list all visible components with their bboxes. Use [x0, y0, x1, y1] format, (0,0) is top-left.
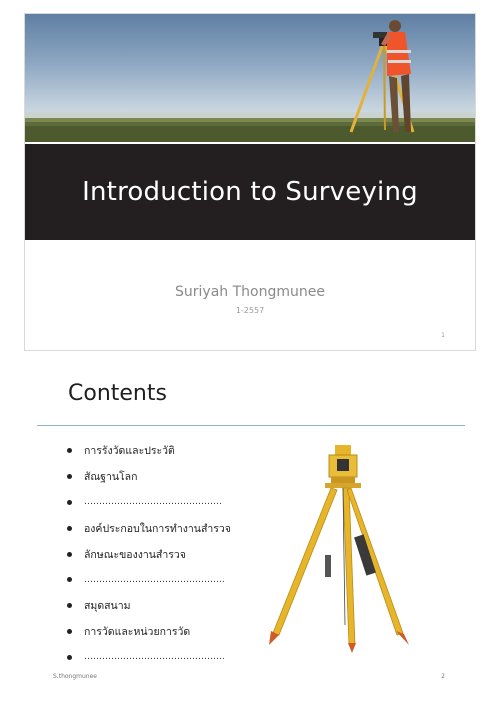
bullet-icon	[67, 526, 72, 531]
author-name: Suriyah Thongmunee	[175, 284, 325, 300]
list-item: การวัดและหน่วยการวัด	[67, 619, 287, 645]
term-date: 1-2557	[235, 306, 265, 315]
footer-author: S.thongmunee	[53, 673, 97, 680]
list-item: การรังวัดและประวัติ	[67, 438, 287, 464]
title-slide	[25, 14, 475, 350]
bullet-icon	[67, 448, 72, 453]
bullet-icon	[67, 655, 72, 660]
contents-list	[67, 438, 287, 670]
contents-slide	[25, 365, 475, 690]
list-item: สัณฐานโลก	[67, 464, 287, 490]
list-item: ………………………………………..	[67, 567, 287, 593]
surveyor-photo	[25, 14, 475, 142]
list-item: สมุดสนาม	[67, 593, 287, 619]
bullet-icon	[67, 552, 72, 557]
theodolite-tripod-image	[265, 445, 415, 659]
page-number: 2	[441, 673, 445, 680]
list-item: ………………………………………..	[67, 644, 287, 670]
page-number: 1	[441, 332, 445, 339]
bullet-icon	[67, 474, 72, 479]
contents-heading: Contents	[68, 381, 167, 406]
heading-divider	[37, 425, 465, 426]
bullet-icon	[67, 603, 72, 608]
presentation-title: Introduction to Surveying	[82, 177, 418, 207]
bullet-icon	[67, 629, 72, 634]
list-item: องค์ประกอบในการทำงานสำรวจ	[67, 515, 287, 541]
bullet-icon	[67, 577, 72, 582]
bullet-icon	[67, 500, 72, 505]
list-item: ……………………………………….	[67, 490, 287, 516]
list-item: ลักษณะของงานสำรวจ	[67, 541, 287, 567]
title-bar	[25, 144, 475, 240]
